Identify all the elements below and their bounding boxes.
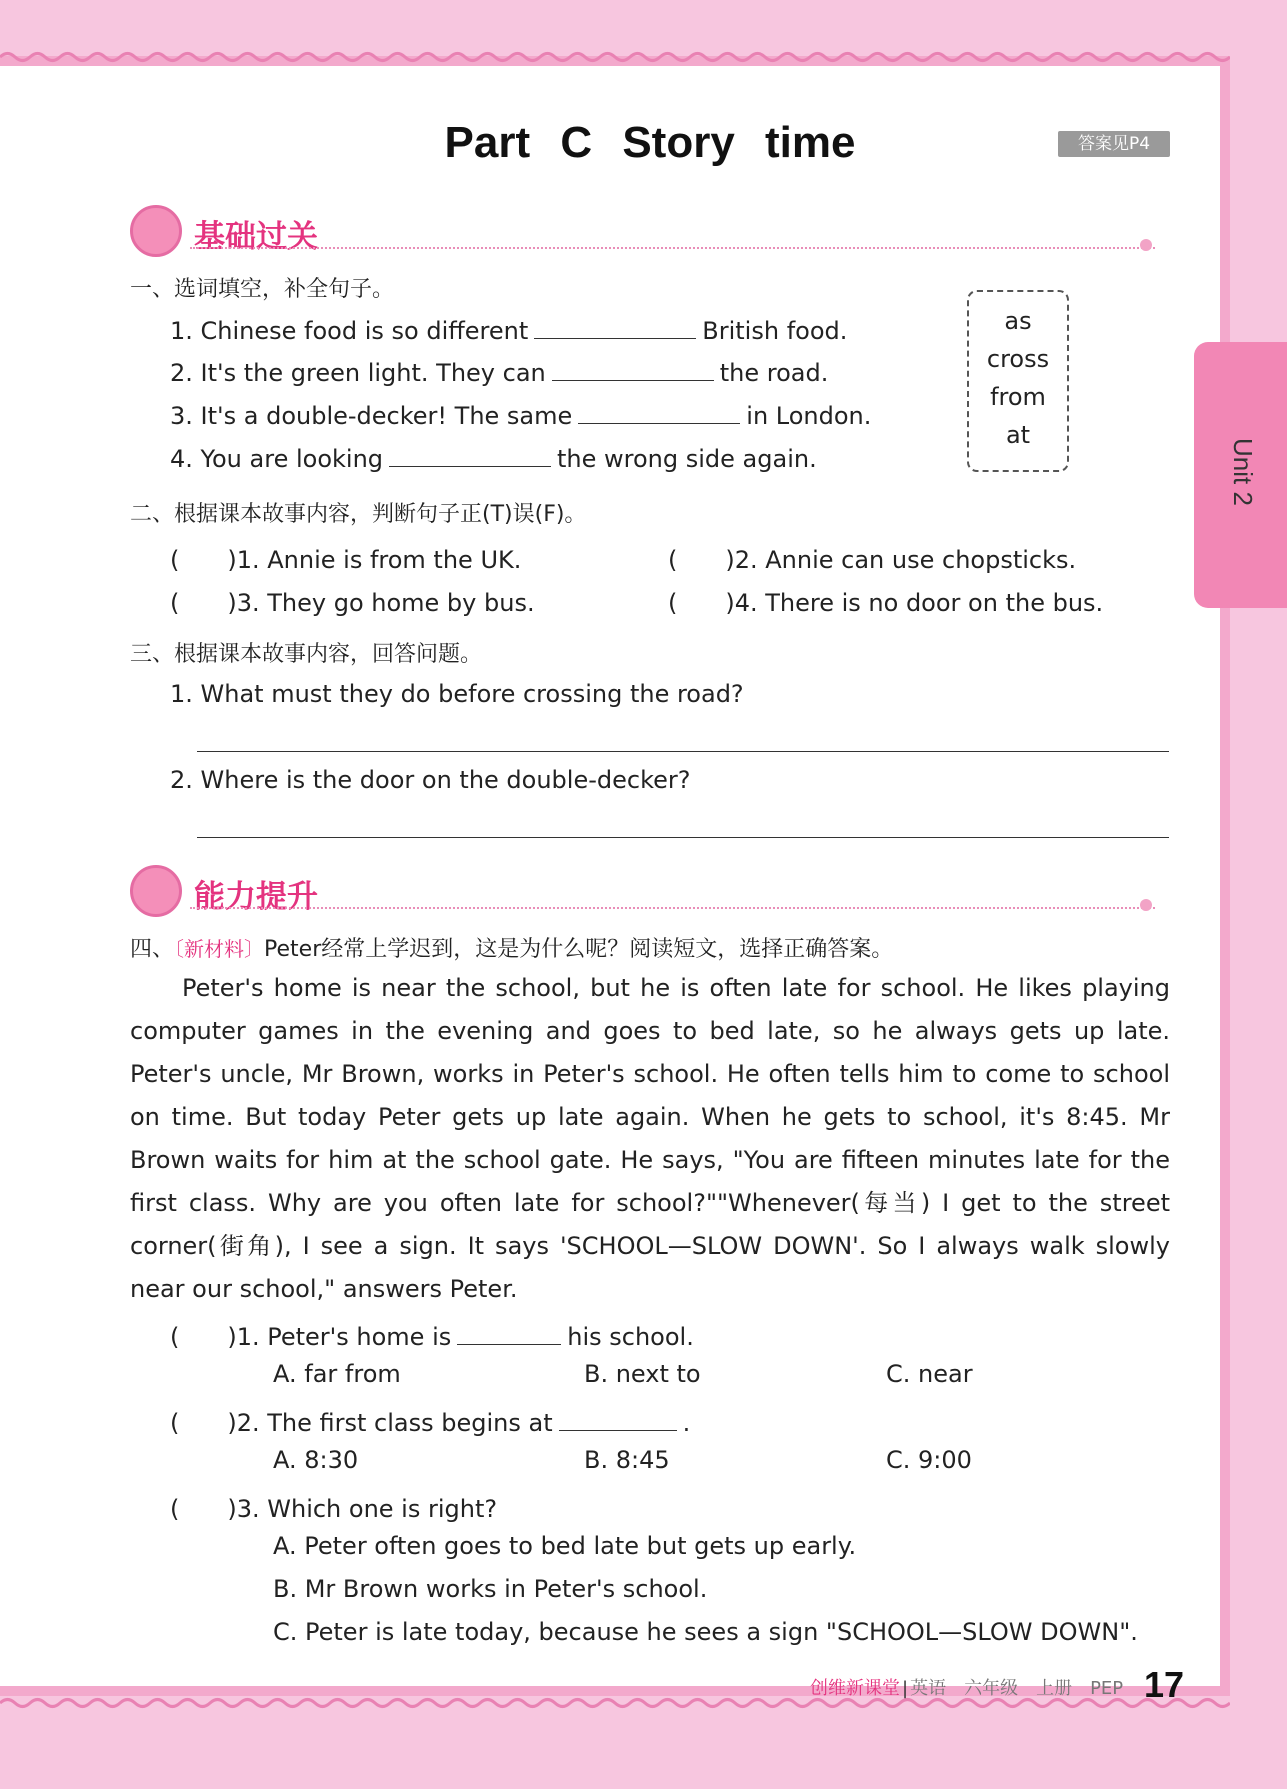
section-advanced-label: 能力提升 bbox=[194, 879, 318, 915]
q2-heading: 二、根据课本故事内容，判断句子正(T)误(F)。 bbox=[130, 502, 587, 527]
q1-heading: 一、选词填空，补全句子。 bbox=[130, 277, 395, 302]
q2-item-4[interactable]: ( )4. There is no door on the bus. bbox=[668, 589, 1104, 617]
answer-blank[interactable] bbox=[552, 357, 714, 381]
word-bank-item: as bbox=[1004, 307, 1032, 335]
q4-q2-option-c[interactable]: C. 9:00 bbox=[886, 1446, 972, 1474]
cartoon-monkey-icon bbox=[130, 865, 182, 917]
section-advanced-header bbox=[130, 865, 1170, 921]
cartoon-face-icon bbox=[130, 205, 182, 257]
divider-dot-icon bbox=[1140, 239, 1152, 251]
answer-line[interactable] bbox=[197, 837, 1169, 838]
divider-dot-icon bbox=[1140, 899, 1152, 911]
word-bank-item: cross bbox=[986, 345, 1050, 373]
q4-q2-option-b[interactable]: B. 8:45 bbox=[584, 1446, 670, 1474]
q4-q2-stem-after: . bbox=[682, 1409, 691, 1437]
answer-line[interactable] bbox=[197, 751, 1169, 752]
new-material-tag: 〔新材料〕 bbox=[174, 937, 265, 961]
q3-item-2: 2. Where is the door on the double-decker? bbox=[170, 766, 691, 794]
section-divider bbox=[190, 907, 1155, 909]
q4-question-3 bbox=[170, 1489, 497, 1524]
passage-text: Peter's home is near the school, but he is often late for school. He likes playing computer games in the evening and goes to bed late, so he always gets up late. Peter's uncle, Mr Brown, works in Peter's school. He often tells him to come to school on time. But today Peter gets up late again. When he gets to school, it's 8:45. Mr Brown waits for him at the school gate. He says, "You are fifteen minutes late for the first class. Why are you often late for school?""Whenever(每当) I get to the street corner(街角), I see a sign. It says 'SCHOOL—SLOW DOWN'. So I always walk slowly near our school," answers Peter. bbox=[130, 974, 1170, 1303]
q4-q3-option-a[interactable]: A. Peter often goes to bed late but gets up early. bbox=[273, 1532, 857, 1560]
book-info: 英语 六年级 上册 PEP bbox=[910, 1678, 1124, 1699]
q1-item-2 bbox=[170, 357, 828, 387]
q1-item-2-after: the road. bbox=[719, 359, 829, 387]
q1-item-3-before: 3. It's a double-decker! The same bbox=[170, 402, 573, 430]
unit-label: Unit 2 bbox=[1228, 438, 1258, 506]
answer-blank[interactable] bbox=[534, 315, 696, 339]
answer-reference-badge: 答案见P4 bbox=[1058, 131, 1170, 157]
q4-q1-stem-after: his school. bbox=[567, 1323, 694, 1351]
q1-item-1-after: British food. bbox=[702, 317, 848, 345]
q1-item-1 bbox=[170, 315, 847, 345]
unit-side-tab bbox=[1194, 342, 1287, 608]
q4-heading-row bbox=[130, 932, 893, 963]
q1-item-3-after: in London. bbox=[746, 402, 872, 430]
q4-question-2 bbox=[170, 1403, 690, 1438]
q2-item-3[interactable]: ( )3. They go home by bus. bbox=[170, 589, 535, 617]
q4-q1-option-a[interactable]: A. far from bbox=[273, 1360, 401, 1388]
q4-q1-option-b[interactable]: B. next to bbox=[584, 1360, 701, 1388]
section-divider bbox=[190, 247, 1155, 249]
footer-brand bbox=[810, 1674, 1123, 1700]
answer-blank[interactable] bbox=[578, 400, 740, 424]
q2-item-2[interactable]: ( )2. Annie can use chopsticks. bbox=[668, 546, 1077, 574]
top-wave-border bbox=[0, 50, 1230, 64]
q3-heading: 三、根据课本故事内容，回答问题。 bbox=[130, 642, 483, 667]
q4-heading: Peter经常上学迟到，这是为什么呢？阅读短文，选择正确答案。 bbox=[264, 937, 894, 962]
q4-q3-stem[interactable]: ( )3. Which one is right? bbox=[170, 1495, 498, 1523]
q4-question-1 bbox=[170, 1317, 694, 1352]
q1-item-4-before: 4. You are looking bbox=[170, 445, 384, 473]
page-number: 17 bbox=[1144, 1664, 1185, 1705]
q4-number: 四、 bbox=[130, 937, 175, 962]
q4-q1-stem[interactable]: ( )1. Peter's home is bbox=[170, 1323, 452, 1351]
q1-item-2-before: 2. It's the green light. They can bbox=[170, 359, 546, 387]
q4-q1-option-c[interactable]: C. near bbox=[886, 1360, 973, 1388]
answer-blank[interactable] bbox=[457, 1321, 561, 1345]
q1-item-4 bbox=[170, 443, 817, 473]
q1-item-1-before: 1. Chinese food is so different bbox=[170, 317, 529, 345]
q4-q3-option-c[interactable]: C. Peter is late today, because he sees a sign "SCHOOL—SLOW DOWN". bbox=[273, 1618, 1138, 1646]
section-basic-header bbox=[130, 205, 1170, 261]
q4-q3-option-b[interactable]: B. Mr Brown works in Peter's school. bbox=[273, 1575, 708, 1603]
answer-blank[interactable] bbox=[389, 443, 551, 467]
answer-blank[interactable] bbox=[559, 1407, 677, 1431]
reading-passage bbox=[130, 967, 1170, 1311]
q1-item-3 bbox=[170, 400, 871, 430]
q3-item-1: 1. What must they do before crossing the road? bbox=[170, 680, 744, 708]
word-bank-item: at bbox=[1005, 421, 1031, 449]
q1-item-4-after: the wrong side again. bbox=[557, 445, 817, 473]
section-basic-label: 基础过关 bbox=[194, 219, 318, 255]
q2-item-1[interactable]: ( )1. Annie is from the UK. bbox=[170, 546, 522, 574]
brand-name: 创维新课堂 bbox=[810, 1678, 900, 1699]
q4-q2-option-a[interactable]: A. 8:30 bbox=[273, 1446, 359, 1474]
word-bank-box bbox=[967, 290, 1069, 472]
word-bank-item: from bbox=[990, 383, 1046, 411]
q4-q2-stem[interactable]: ( )2. The first class begins at bbox=[170, 1409, 553, 1437]
footer-separator: | bbox=[902, 1678, 909, 1699]
page-title: Part C Story time bbox=[444, 118, 856, 167]
